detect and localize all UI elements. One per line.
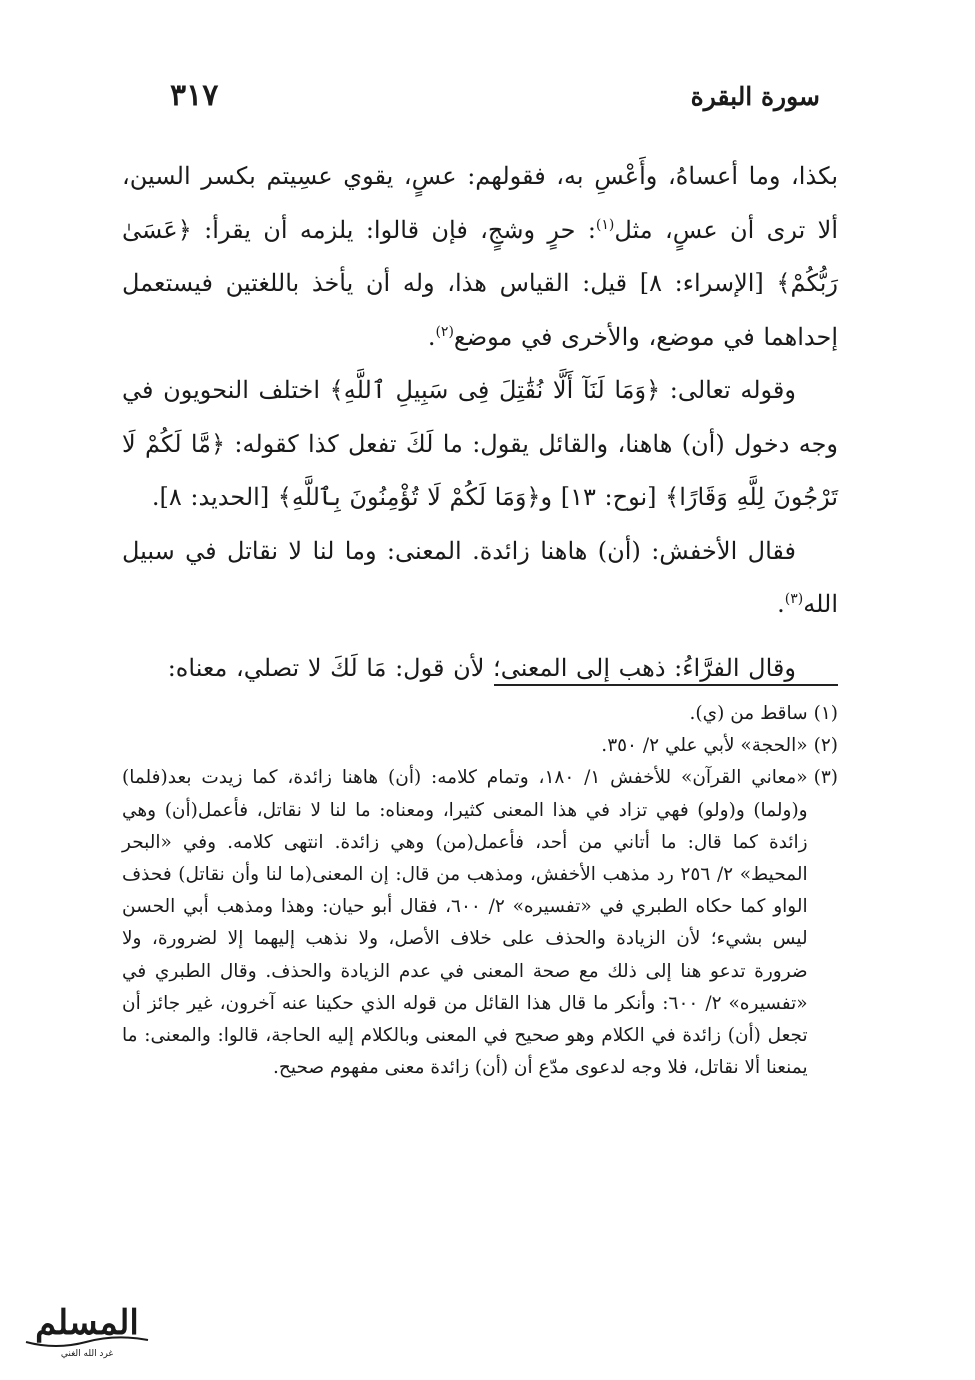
paragraph-3-part-b: . <box>777 590 785 618</box>
page-number: ٣١٧ <box>170 78 219 113</box>
footnote-ref-2[interactable]: (٢) <box>435 323 454 340</box>
footnote-text: ساقط من (ي). <box>689 703 808 724</box>
paragraph-3 <box>122 525 838 632</box>
watermark-main-text: المسلم <box>35 1303 139 1343</box>
watermark-small-text: غرد الله الغني <box>60 1349 114 1359</box>
footnote-number: (٣) <box>813 767 838 789</box>
paragraph-1-part-a: بكذا، وما أعساهُ، وأَعْسِ به، فقولهم: عسٍ، يقوي عسِيتم بكسر السين، ألا ترى أن عسٍ، مثل <box>122 162 838 244</box>
footnote-text: «الحجة» لأبي علي ٢/ ٣٥٠. <box>601 735 808 757</box>
footnote-number: (٢) <box>813 735 838 757</box>
page-header <box>170 76 820 120</box>
main-text <box>122 150 838 695</box>
footnote-separator <box>494 684 838 686</box>
footnotes <box>122 698 838 1084</box>
paragraph-4: وقال الفرَّاءُ: ذهب إلى المعنى؛ لأن قول: مَا لَكَ لا تصلي، معناه: <box>167 653 796 682</box>
footnote-1 <box>122 698 838 730</box>
paragraph-3-part-a: فقال الأخفش: (أن) هاهنا زائدة. المعنى: وما لنا لا نقاتل في سبيل الله <box>122 536 838 618</box>
footnote-ref-1[interactable]: (١) <box>595 216 615 233</box>
footnote-3 <box>122 762 838 1084</box>
paragraph-1-part-b: : حرٍ وشجٍ، فإن قالوا: يلزمه أن يقرأ: ﴿عَسَىٰ رَبُّكُمْ﴾ [الإسراء: ٨] قيل: القياس هذا، وله أن يأخذ باللغتين فيستعمل إحداهما في موضع، والأخرى في موضع <box>122 215 838 351</box>
paragraph-1 <box>122 150 838 364</box>
footnote-2 <box>122 730 838 762</box>
footnote-number: (١) <box>813 703 838 724</box>
watermark-logo <box>16 1292 158 1362</box>
paragraph-1-part-c: . <box>427 322 436 351</box>
footnote-ref-3[interactable]: (٣) <box>784 591 804 607</box>
surah-title: سورة البقرة <box>690 82 820 111</box>
paragraph-2: وقوله تعالى: ﴿وَمَا لَنَآ أَلَّا نُقَٰتِلَ فِى سَبِيلِ ٱللَّهِ﴾ اختلف النحويون في وجه دخول (أن) هاهنا، والقائل يقول: ما لَكَ تفعل كذا كقوله: ﴿مَّا لَكُمْ لَا تَرْجُونَ لِلَّهِ وَقَارًا﴾ [نوح: ١٣] و﴿وَمَا لَكُمْ لَا تُؤْمِنُونَ بِٱللَّهِ﴾ [الحديد: ٨]. <box>122 376 838 511</box>
footnote-text: «معاني القرآن» للأخفش ١/ ١٨٠، وتمام كلامه: (أن) هاهنا زائدة، كما زيدت بعد(فلما) و(ولما) و(ولو) فهي تزاد في هذا المعنى كثيرا، ومعناه: ما لنا لا نقاتل، فأعمل(أن) وهي زائدة كما قال: ما أتاني من أحد، فأعمل(من) وهي زائدة. انتهى كلامه. وفي «البحر المحيط» ٢/ ٢٥٦ رد مذهب الأخفش، ومذهب من قال: إن المعنى(ما لنا وأن نقاتل) فحذف الواو كما حكاه الطبري في «تفسيره» ٢/ ٦٠٠، فقال أبو حيان: وهذا ومذهب أبي الحسن ليس بشيء؛ لأن الزيادة والحذف على خلاف الأصل، ولا نذهب إليهما إلا لضرورة، ولا ضرورة تدعو هنا إلى ذلك مع صحة المعنى في عدم الزيادة والحذف. وقال الطبري في «تفسيره» ٢/ ٦٠٠: وأنكر ما قال هذا القائل من قوله الذي حكينا عنه آخرون، غير جائز أن تجعل (أن) زائدة في الكلام وهو صحيح في المعنى وبالكلام إليه الحاجة، قالوا: والمعنى: ما يمنعنا ألا نقاتل، فلا وجه لدعوى مدّع أن (أن) زائدة معنى مفهوم صحيح. <box>122 767 808 1079</box>
